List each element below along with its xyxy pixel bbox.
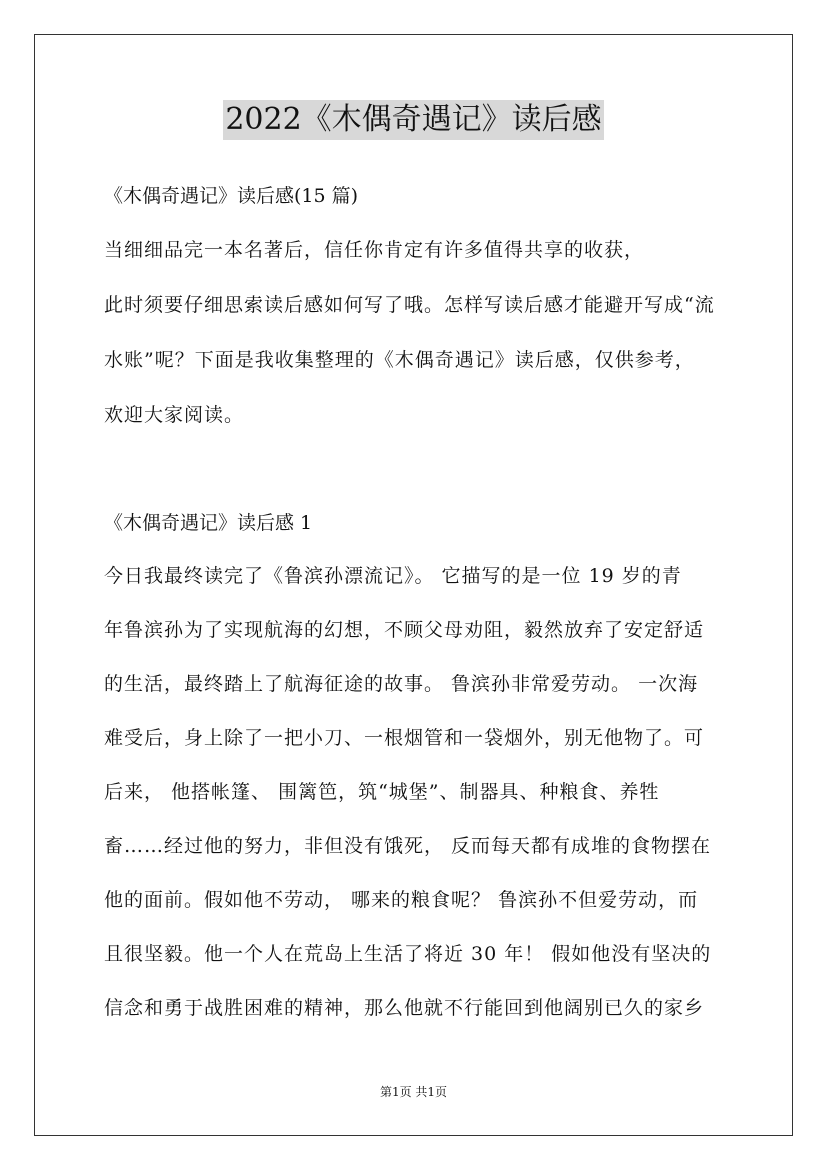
body-paragraph — [104, 561, 734, 1047]
body-line: 信念和勇于战胜困难的精神，那么他就不行能回到他阔别已久的家乡 — [104, 997, 705, 1019]
intro-line: 水账”呢？下面是我收集整理的《木偶奇遇记》读后感，仅供参考， — [104, 349, 695, 371]
intro-line: 欢迎大家阅读。 — [104, 404, 245, 426]
body-line: 难受后，身上除了一把小刀、一根烟管和一袋烟外，别无他物了。可 — [104, 727, 705, 749]
page-footer: 第1页 共1页 — [379, 1085, 448, 1099]
section-title: 《木偶奇遇记》读后感 1 — [104, 512, 313, 534]
body-line: 的生活，最终踏上了航海征途的故事。 鲁滨孙非常爱劳动。 一次海 — [104, 673, 699, 695]
document-title: 2022《木偶奇遇记》读后感 — [223, 100, 603, 140]
document-subtitle: 《木偶奇遇记》读后感(15 篇) — [104, 185, 359, 207]
body-line: 后来， 他搭帐篷、 围篱笆，筑“城堡”、制器具、种粮食、养牲 — [104, 781, 660, 803]
body-line: 年鲁滨孙为了实现航海的幻想，不顾父母劝阻，毅然放弃了安定舒适 — [104, 619, 705, 641]
body-line: 今日我最终读完了《鲁滨孙漂流记》。 它描写的是一位 19 岁的青 — [104, 565, 682, 587]
intro-line: 当细细品完一本名著后，信任你肯定有许多值得共享的收获， — [104, 239, 645, 261]
body-line: 他的面前。假如他不劳动， 哪来的粮食呢？ 鲁滨孙不但爱劳动，而 — [104, 889, 699, 911]
title-container — [0, 100, 827, 140]
body-line: 畜……经过他的努力，非但没有饿死， 反而每天都有成堆的食物摆在 — [104, 835, 712, 857]
intro-line: 此时须要仔细思索读后感如何写了哦。怎样写读后感才能避开写成“流 — [104, 294, 715, 316]
body-line: 且很坚毅。他一个人在荒岛上生活了将近 30 年！ 假如他没有坚决的 — [104, 943, 712, 965]
intro-paragraph — [104, 235, 734, 455]
